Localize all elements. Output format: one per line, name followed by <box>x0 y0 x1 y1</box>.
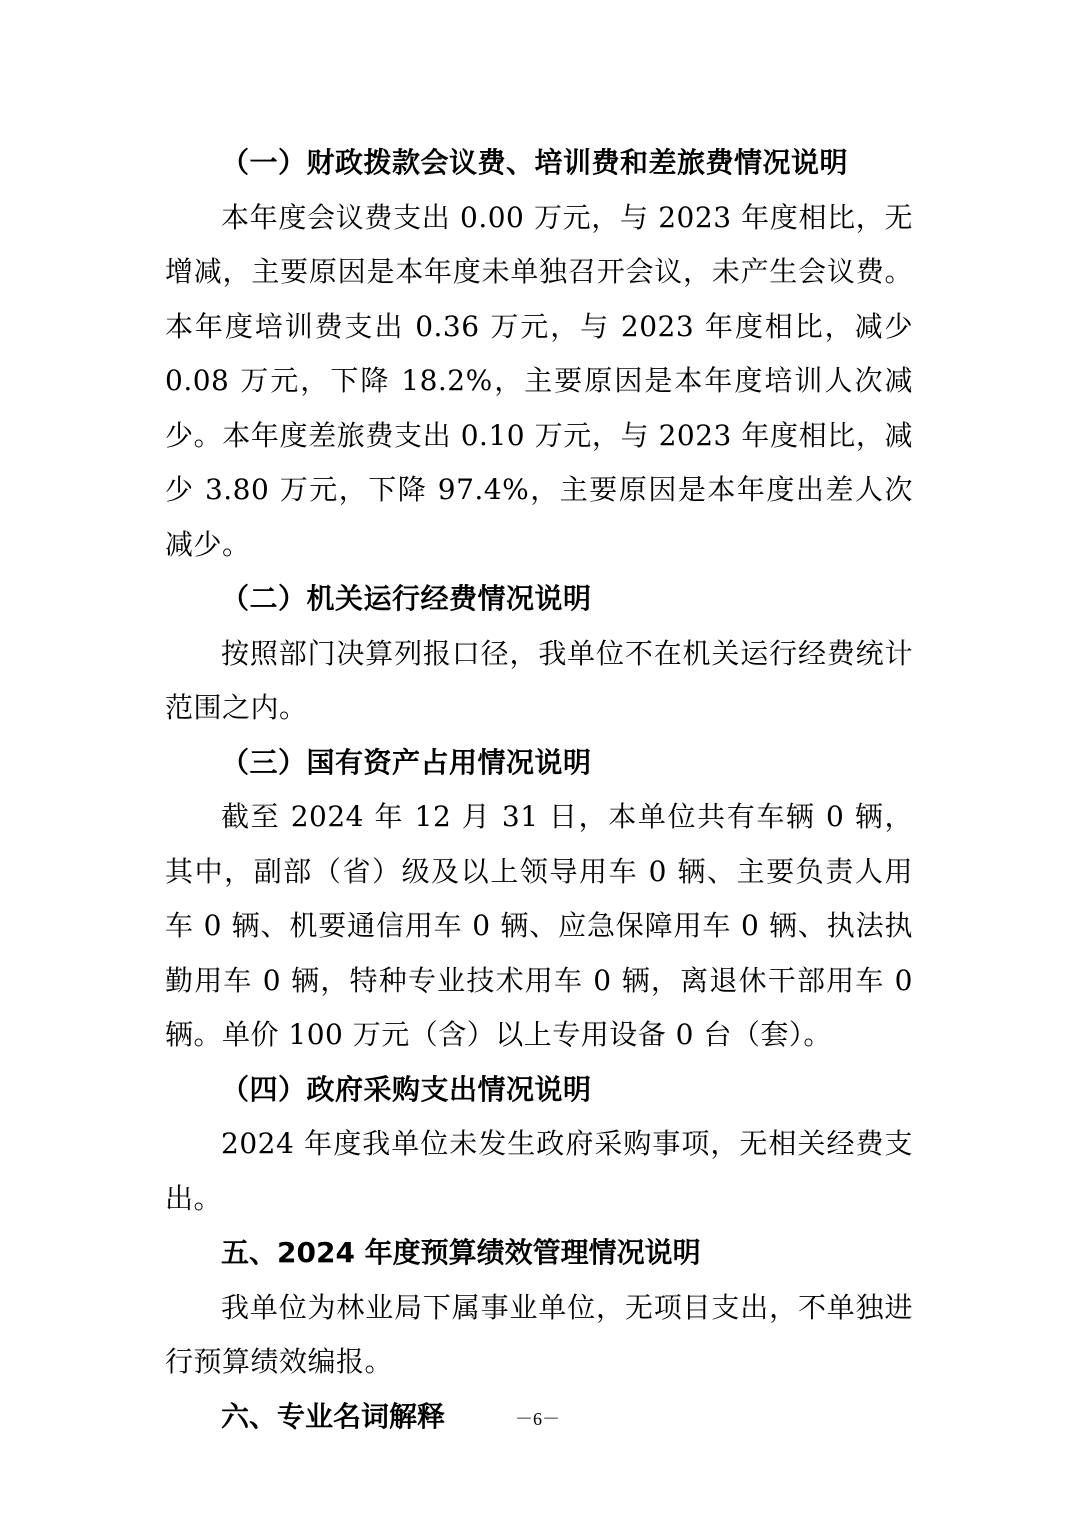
section-4-paragraph: 2024 年度我单位未发生政府采购事项，无相关经费支出。 <box>165 1127 913 1215</box>
section-1-heading: （一）财政拨款会议费、培训费和差旅费情况说明 <box>221 146 849 179</box>
section-3-paragraph: 截至 2024 年 12 月 31 日，本单位共有车辆 0 辆，其中，副部（省）级及以上领导用车 0 辆、主要负责人用车 0 辆、机要通信用车 0 辆、应急保障用车 0 辆、执法执勤用车 0 辆，特种专业技术用车 0 辆，离退休干部用车 0 辆。单价 100 万元（含）以上专用设备 0 台（套）。 <box>165 800 913 1051</box>
section-4-heading: （四）政府采购支出情况说明 <box>221 1072 592 1106</box>
section-2-heading: （二）机关运行经费情况说明 <box>221 582 592 615</box>
section-5-paragraph: 我单位为林业局下属事业单位，无项目支出，不单独进行预算绩效编报。 <box>165 1290 913 1378</box>
section-6-heading: 六、专业名词解释 <box>221 1399 446 1433</box>
document-body <box>165 136 913 1444</box>
page-number: －6－ <box>515 1409 560 1429</box>
section-5-heading: 五、2024 年度预算绩效管理情况说明 <box>221 1236 701 1269</box>
section-2-paragraph: 按照部门决算列报口径，我单位不在机关运行经费统计范围之内。 <box>165 636 913 724</box>
section-1-paragraph: 本年度会议费支出 0.00 万元，与 2023 年度相比，无增减，主要原因是本年度未单独召开会议，未产生会议费。本年度培训费支出 0.36 万元，与 2023 年度相比，减少 0.08 万元，下降 18.2%，主要原因是本年度培训人次减少。本年度差旅费支出 0.10 万元，与 2023 年度相比，减少 3.80 万元，下降 97.4%，主要原因是本年度出差人次减少。 <box>165 200 913 561</box>
section-3-heading: （三）国有资产占用情况说明 <box>221 745 592 779</box>
